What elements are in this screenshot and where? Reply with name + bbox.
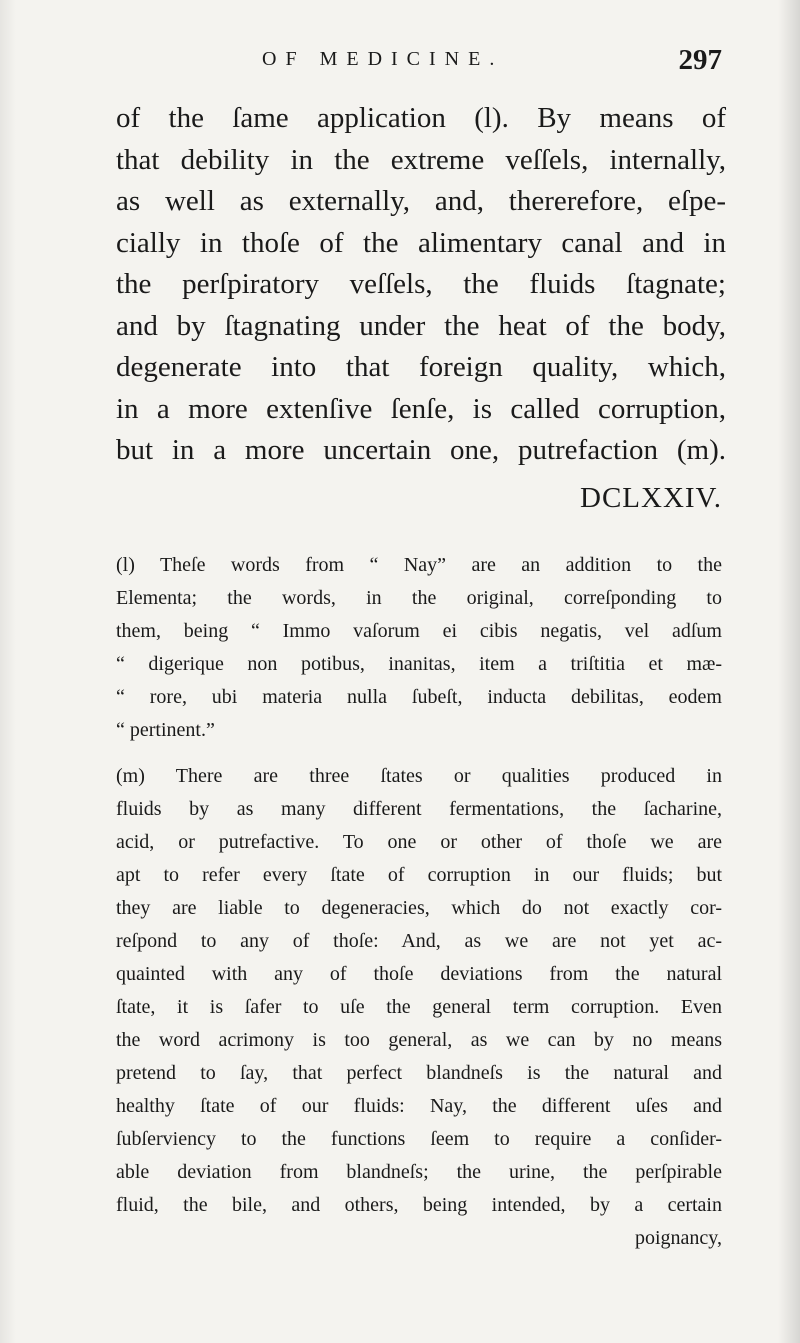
main-text: [116, 98, 726, 472]
main-text-line: as well as externally, and, thererefore, eſpe-: [116, 185, 726, 217]
running-title: OF MEDICINE.: [262, 48, 504, 70]
page-edge-shadow: [778, 0, 800, 1343]
footnote-line: apt to refer every ſtate of corruption in our fluids; but: [116, 864, 722, 886]
main-text-line: degenerate into that foreign quality, which,: [116, 351, 726, 383]
page-number: 297: [678, 44, 722, 76]
footnote-line: acid, or putrefactive. To one or other of thoſe we are: [116, 831, 722, 853]
main-text-line: of the ſame application (l). By means of: [116, 102, 726, 134]
footnote-line: ſtate, it is ſafer to uſe the general term corruption. Even: [116, 996, 722, 1018]
footnote-line: “ pertinent.”: [116, 719, 215, 741]
footnote-line: “ digerique non potibus, inanitas, item a triſtitia et mæ-: [116, 653, 722, 675]
footnote-l: [116, 549, 722, 747]
main-text-line: cially in thoſe of the alimentary canal and in: [116, 226, 726, 259]
footnote-line: they are liable to degeneracies, which do not exactly cor-: [116, 897, 722, 919]
footnote-m: [116, 760, 722, 1255]
footnote-line: the word acrimony is too general, as we can by no means: [116, 1029, 722, 1051]
footnote-line: them, being “ Immo vaſorum ei cibis negatis, vel adſum: [116, 620, 722, 642]
main-text-line: the perſpiratory veſſels, the fluids ſtagnate;: [116, 268, 726, 300]
footnote-line: fluid, the bile, and others, being intended, by a certain: [116, 1194, 722, 1216]
footnote-line: (m) There are three ſtates or qualities produced in: [116, 765, 722, 787]
footnote-line: pretend to ſay, that perfect blandneſs is the natural and: [116, 1062, 722, 1084]
footnote-line: reſpond to any of thoſe: And, as we are not yet ac-: [116, 930, 722, 952]
footnote-line: healthy ſtate of our fluids: Nay, the different uſes and: [116, 1095, 722, 1117]
main-text-line: but in a more uncertain one, putrefaction (m).: [116, 434, 726, 466]
footnote-line: able deviation from blandneſs; the urine, the perſpirable: [116, 1161, 722, 1183]
footnote-line: Elementa; the words, in the original, correſponding to: [116, 587, 722, 609]
footnote-line: quainted with any of thoſe deviations from the natural: [116, 963, 722, 985]
section-heading: DCLXXIV.: [580, 482, 722, 514]
footnote-line: (l) Theſe words from “ Nay” are an addition to the: [116, 554, 722, 576]
main-text-line: and by ſtagnating under the heat of the body,: [116, 309, 726, 342]
footnote-line: ſubſerviency to the functions ſeem to require a conſider-: [116, 1128, 722, 1150]
main-text-line: that debility in the extreme veſſels, internally,: [116, 143, 726, 176]
page-left-shadow: [0, 0, 16, 1343]
main-text-line: in a more extenſive ſenſe, is called corruption,: [116, 392, 726, 425]
catchword: poignancy,: [634, 1227, 722, 1249]
page-header: [262, 44, 722, 84]
footnote-line: “ rore, ubi materia nulla ſubeſt, inducta debilitas, eodem: [116, 686, 722, 708]
footnote-line: fluids by as many different fermentations, the ſacharine,: [116, 798, 722, 820]
